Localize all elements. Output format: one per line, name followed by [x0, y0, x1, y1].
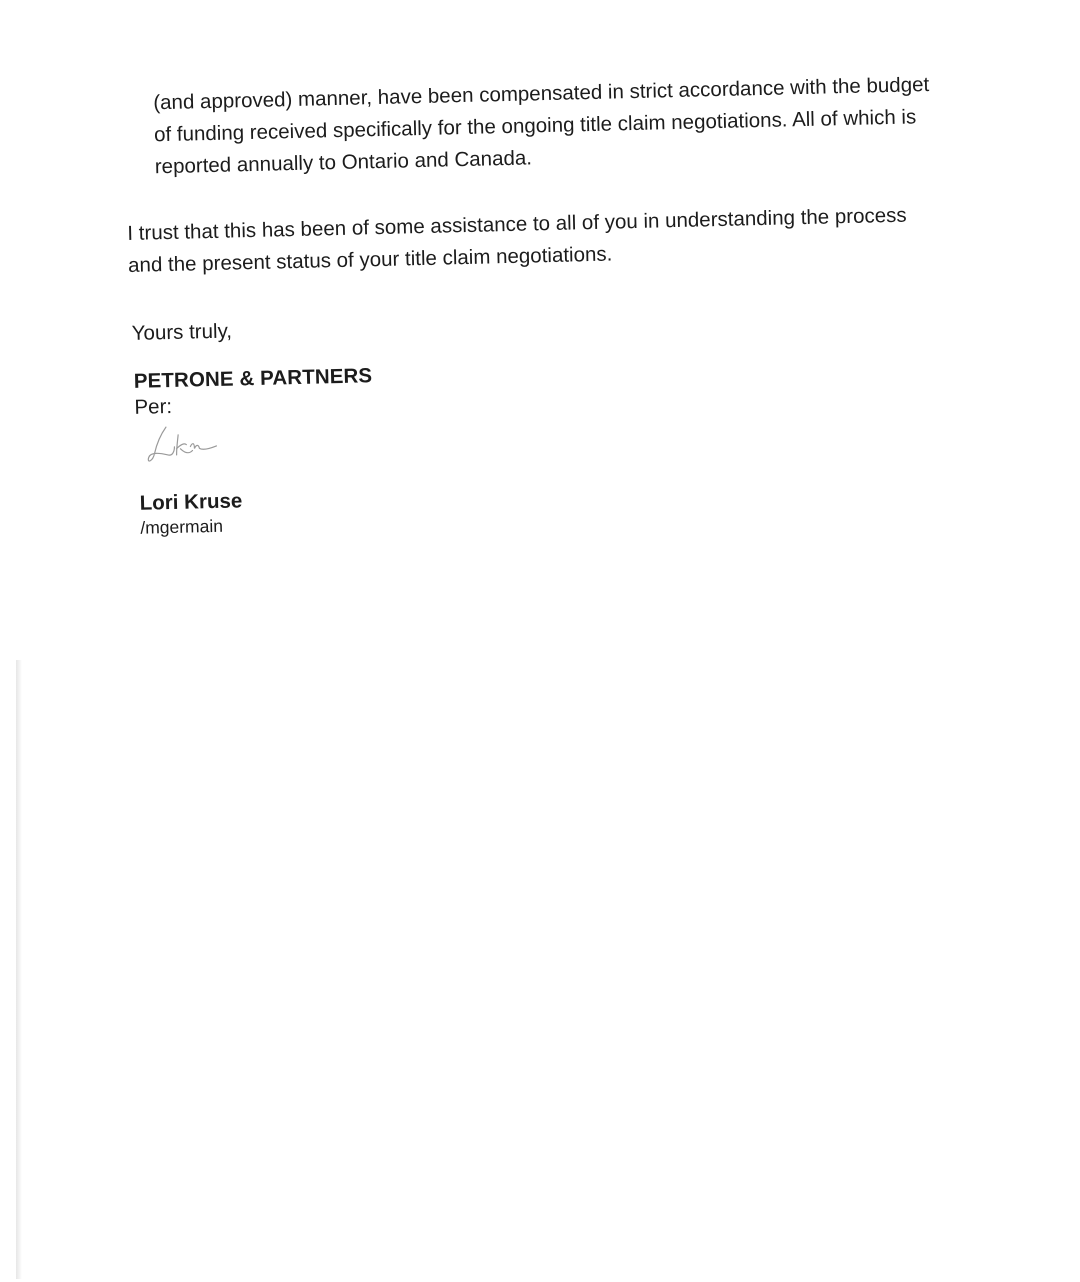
- paragraph-funding: [153, 68, 955, 183]
- paragraph-line: I trust that this has been of some assistance to all of you in understanding the process: [127, 203, 907, 245]
- handwritten-signature: [144, 420, 225, 468]
- paragraph-line: and the present status of your title claim negotiations.: [127, 242, 613, 277]
- paragraph-line: reported annually to Ontario and Canada.: [154, 146, 533, 179]
- per-label: Per:: [134, 394, 173, 419]
- typist-initials: /mgermain: [140, 515, 224, 538]
- paragraph-closing-remarks: [127, 198, 958, 282]
- firm-name: PETRONE & PARTNERS: [133, 364, 373, 393]
- paragraph-line: of funding received specifically for the ongoing title claim negotiations. All of which is: [153, 105, 917, 147]
- signer-name: Lori Kruse: [139, 489, 243, 515]
- paragraph-line: (and approved) manner, have been compensated in strict accordance with the budget: [153, 73, 930, 115]
- closing-salutation: Yours truly,: [131, 319, 233, 345]
